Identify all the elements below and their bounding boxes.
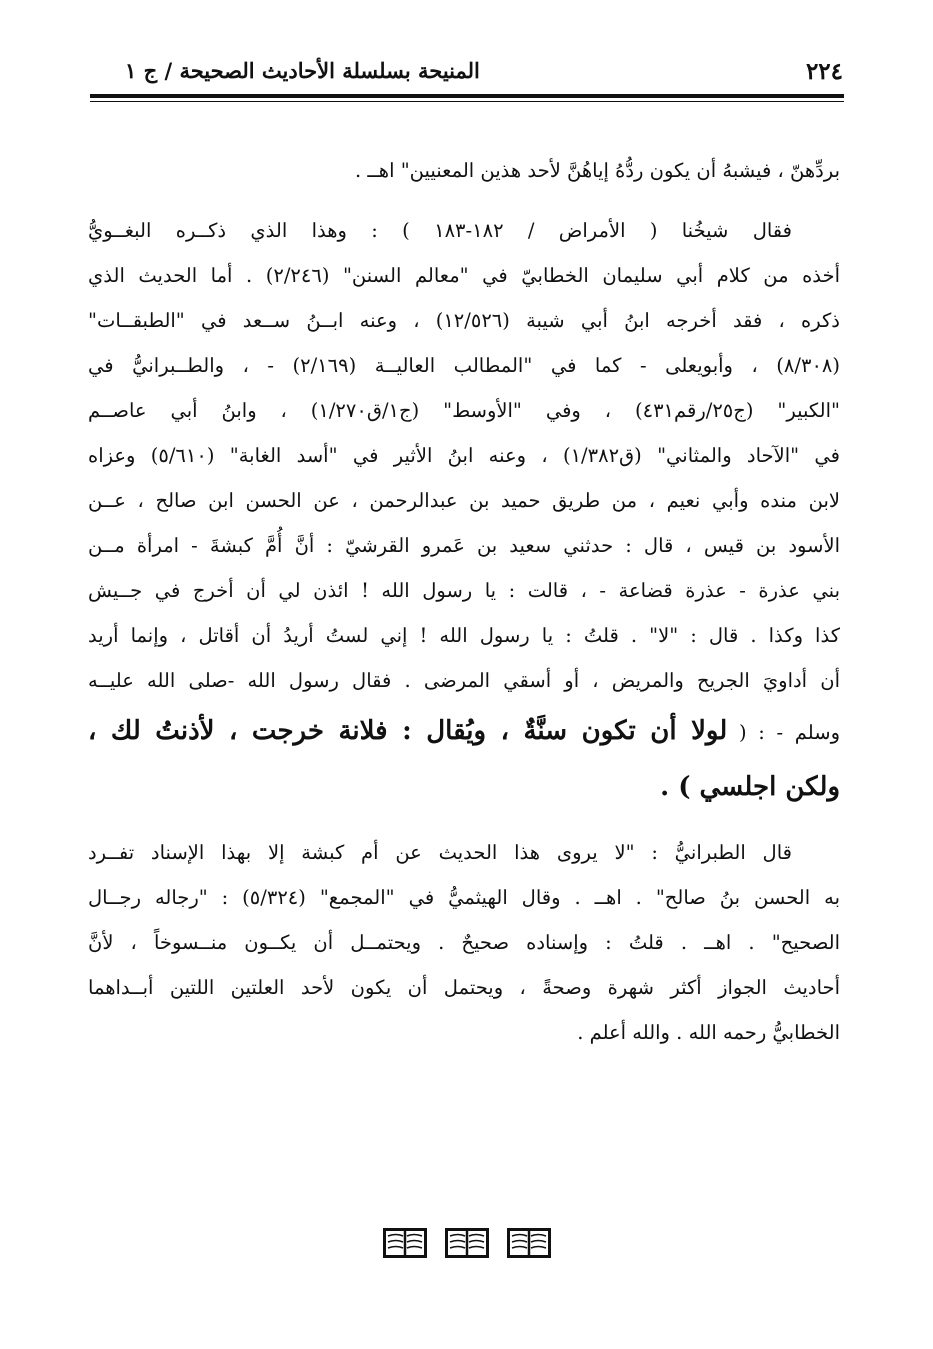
hadith-quote: لولا أن تكون سنَّةٌ ، ويُقال : فلانة خرجت ، لأذنتُ لك ، [88,716,728,746]
page-header [95,52,843,92]
text-line: أحاديث الجواز أكثر شهرة وصحةً ، ويحتمل أن يكون لأحد العلتين اللتين أبــداهما [88,976,840,999]
text-line: أخذه من كلام أبي سليمان الخطابيّ في "معالم السنن" (٢/٢٤٦) . أما الحديث الذي [88,264,840,287]
end-ornament [0,1228,933,1258]
text-line: أن أداويَ الجريح والمريض ، أو أسقي المرضى . فقال رسول الله -صلى الله عليــه [88,669,840,692]
running-title: المنيحة بسلسلة الأحاديث الصحيحة / ج ١ [125,58,480,83]
text-line: بني عذرة - عذرة قضاعة - ، قالت : يا رسول الله ! ائذن لي أن أخرج في جــيش [88,579,840,602]
hadith-quote-end: ولكن اجلسي ) . [660,772,840,802]
text-line: الأسود بن قيس ، قال : حدثني سعيد بن عَمرو القرشيّ : أنَّ أُمَّ كبشةَ - امرأة مــن [88,534,840,557]
text-line: به الحسن بنُ صالح" . اهــ . وقال الهيثميُّ في "المجمع" (٥/٣٢٤) : "رجاله رجــال [88,886,840,909]
text-line: "الكبير" (ج٢٥/رقم٤٣١) ، وفي "الأوسط" (ج١/ق١/٢٧٠) ، وابنُ أبي عاصــم [88,399,840,422]
quote-lead: وسلم - : ( [738,721,840,744]
book-icon [383,1228,427,1258]
hadith-quote-end-line [88,759,840,815]
text-line: قال الطبرانيُّ : "لا يروى هذا الحديث عن أم كبشة إلا بهذا الإسناد تفــرد [88,841,792,864]
text-line: كذا وكذا . قال : "لا" . قلتُ : يا رسول الله ! إني لستُ أريدُ أن أقاتل ، وإنما أريد [88,624,840,647]
text-line: بردِّهنّ ، فيشبهُ أن يكون ردُّهُ إياهُنَّ لأحد هذين المعنيين" اهــ . [354,159,840,182]
paragraph-gap [88,815,840,830]
book-icon [445,1228,489,1258]
text-line: الصحيح" . اهــ . قلتُ : وإسناده صحيحٌ . ويحتمــل أن يكــون منــسوخاً ، لأنَّ [88,931,840,954]
book-icon [507,1228,551,1258]
page-number: ٢٢٤ [805,58,843,85]
text-line: ذكره ، فقد أخرجه ابنُ أبي شيبة (١٢/٥٢٦) ، وعنه ابــنُ ســعد في "الطبقــات" [88,309,840,332]
header-rule-thick [90,94,844,98]
body-text [88,148,840,1055]
paragraph-gap [88,193,840,208]
hadith-quote-line [88,703,840,759]
text-line: الخطابيُّ رحمه الله . والله أعلم . [577,1021,840,1044]
header-rule-thin [90,101,844,102]
text-line: لابن منده وأبي نعيم ، من طريق حميد بن عبدالرحمن ، عن الحسن ابن صالح ، عــن [88,489,840,512]
text-line: في "الآحاد والمثاني" (ق١/٣٨٢) ، وعنه ابنُ الأثير في "أسد الغابة" (٥/٦١٠) وعزاه [88,444,840,467]
text-line: فقال شيخُنا ( الأمراض / ١٨٢-١٨٣ ) : وهذا الذي ذكــره البغــويُّ [88,219,792,242]
text-line: (٨/٣٠٨) ، وأبويعلى - كما في "المطالب العاليــة (٢/١٦٩) - ، والطــبرانيُّ في [88,354,840,377]
